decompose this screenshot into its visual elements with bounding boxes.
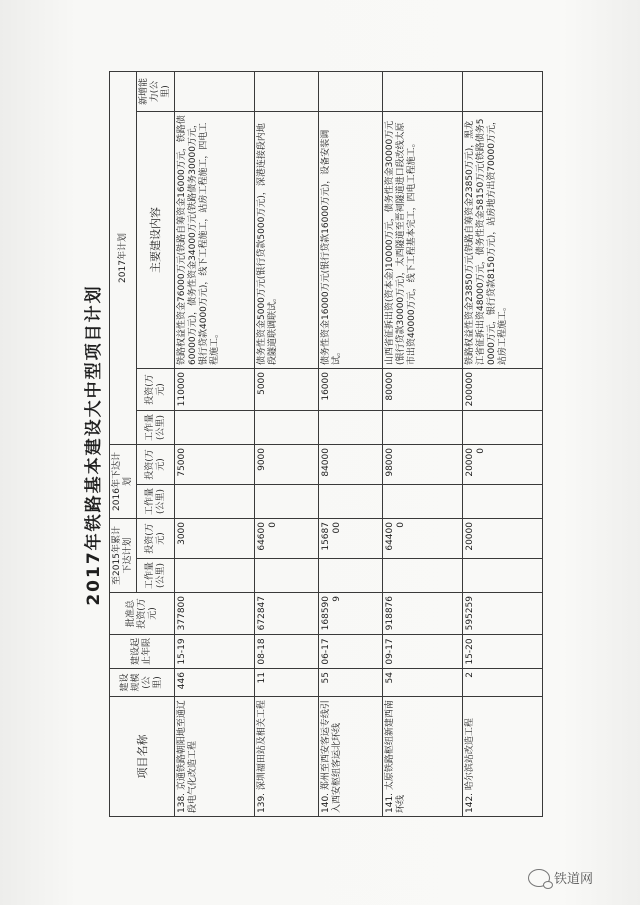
header-plan-2017: 2017年计划 — [110, 71, 137, 444]
period-cell: 09-17 — [383, 635, 463, 669]
header-period: 建设起止年限 — [110, 635, 175, 669]
y2017-invest-cell: 5000 — [255, 369, 319, 411]
table-row — [463, 71, 543, 816]
scale-cell: 446 — [175, 669, 255, 697]
y2017-work-cell — [383, 411, 463, 445]
y2016-invest-cell: 200000 — [463, 445, 543, 485]
header-cum-investment: 投资(万元) — [137, 519, 175, 559]
table-row — [319, 71, 383, 816]
cum-invest-cell: 20000 — [463, 519, 543, 559]
header-cum-workload: 工作量(公里) — [137, 559, 175, 593]
cum-work-cell — [383, 559, 463, 593]
header-2016-investment: 投资(万元) — [137, 445, 175, 485]
y2017-work-cell — [319, 411, 383, 445]
period-cell: 06-17 — [319, 635, 383, 669]
cum-invest-cell: 646000 — [255, 519, 319, 559]
header-main-content: 主要建设内容 — [137, 112, 175, 369]
capacity-cell — [383, 71, 463, 111]
capacity-cell — [255, 71, 319, 111]
cum-work-cell — [255, 559, 319, 593]
approved-cell: 1685909 — [319, 593, 383, 635]
project-name-cell: 140. 郑州至西安客运专线引入西安枢纽客运北环线 — [319, 697, 383, 817]
header-scale: 建设规模(公里) — [110, 669, 175, 697]
cum-invest-cell: 1568700 — [319, 519, 383, 559]
table-row — [175, 71, 255, 816]
table-row — [383, 71, 463, 816]
header-row-1 — [110, 71, 137, 816]
capacity-cell — [175, 71, 255, 111]
y2016-invest-cell: 84000 — [319, 445, 383, 485]
scale-cell: 55 — [319, 669, 383, 697]
approved-cell: 672847 — [255, 593, 319, 635]
scale-cell: 11 — [255, 669, 319, 697]
header-cumulative-2015: 至2015年累计下达计划 — [110, 519, 137, 593]
content-cell: 山西省征拆出资(资本金)10000万元，债务性资金30000万元(银行贷款30000万元)，太西隧道至晋祠隧道进口段改线太原市出资40000万元，线下工程基本完工，四电工程施工。 — [383, 112, 463, 369]
y2016-work-cell — [463, 485, 543, 519]
watermark-logo — [528, 868, 593, 887]
header-new-capacity: 新增能力(公里) — [137, 71, 175, 111]
content-cell: 债务性资金16000万元(银行贷款16000万元)，设备安装调试。 — [319, 112, 383, 369]
y2017-work-cell — [463, 411, 543, 445]
content-cell: 铁路权益性资金23850万元(铁路自筹资金23850万元)，黑龙江省征拆出资48000万元，债务性资金58150万元(铁路债务50000万元，银行贷款8150万元)，站房地方出资70000万元，站房工程施工。 — [463, 112, 543, 369]
y2017-invest-cell: 110000 — [175, 369, 255, 411]
capacity-cell — [319, 71, 383, 111]
y2016-invest-cell: 75000 — [175, 445, 255, 485]
project-name-cell: 138. 京通铁路朝阳地至通辽段电气化改造工程 — [175, 697, 255, 817]
period-cell: 08-18 — [255, 635, 319, 669]
project-name-cell: 141. 太原铁路枢纽新建西南环线 — [383, 697, 463, 817]
y2016-invest-cell: 98000 — [383, 445, 463, 485]
header-project-name: 项目名称 — [110, 697, 175, 817]
table-row — [255, 71, 319, 816]
content-cell: 铁路权益性资金76000万元(铁路自筹资金16000万元，铁路债60000万元)，债务性资金34000万元(铁路债务30000万元，银行贷款4000万元)，线下工程施工，站房工程施工，四电工程施工。 — [175, 112, 255, 369]
watermark-text: 铁道网 — [554, 872, 594, 887]
header-2016-workload: 工作量(公里) — [137, 485, 175, 519]
cum-work-cell — [463, 559, 543, 593]
cum-invest-cell: 3000 — [175, 519, 255, 559]
y2016-work-cell — [175, 485, 255, 519]
project-name-cell: 142. 哈尔滨站改造工程 — [463, 697, 543, 817]
y2016-work-cell — [319, 485, 383, 519]
y2016-invest-cell: 9000 — [255, 445, 319, 485]
y2017-invest-cell: 16000 — [319, 369, 383, 411]
rotated-document — [75, 65, 565, 825]
project-name-cell: 139. 深圳福田站及相关工程 — [255, 697, 319, 817]
approved-cell: 595259 — [463, 593, 543, 635]
approved-cell: 377800 — [175, 593, 255, 635]
y2016-work-cell — [383, 485, 463, 519]
content-cell: 债务性资金5000万元(银行贷款5000万元)，深港连接段内地段隧道联调联试。 — [255, 112, 319, 369]
cum-work-cell — [175, 559, 255, 593]
scale-cell: 2 — [463, 669, 543, 697]
y2017-work-cell — [175, 411, 255, 445]
capacity-cell — [463, 71, 543, 111]
cum-work-cell — [319, 559, 383, 593]
header-2017-workload: 工作量(公里) — [137, 411, 175, 445]
header-2017-investment: 投资(万元) — [137, 369, 175, 411]
period-cell: 15-19 — [175, 635, 255, 669]
period-cell: 15-20 — [463, 635, 543, 669]
document-title: 2017年铁路基本建设大中型项目计划 — [84, 284, 104, 606]
header-approved-investment: 批准总投资(万元) — [110, 593, 175, 635]
y2016-work-cell — [255, 485, 319, 519]
project-plan-table — [109, 71, 543, 817]
y2017-invest-cell: 80000 — [383, 369, 463, 411]
y2017-invest-cell: 200000 — [463, 369, 543, 411]
approved-cell: 918876 — [383, 593, 463, 635]
y2017-work-cell — [255, 411, 319, 445]
scale-cell: 54 — [383, 669, 463, 697]
wechat-icon — [528, 869, 550, 887]
cum-invest-cell: 644000 — [383, 519, 463, 559]
header-plan-2016: 2016年下达计划 — [110, 445, 137, 519]
